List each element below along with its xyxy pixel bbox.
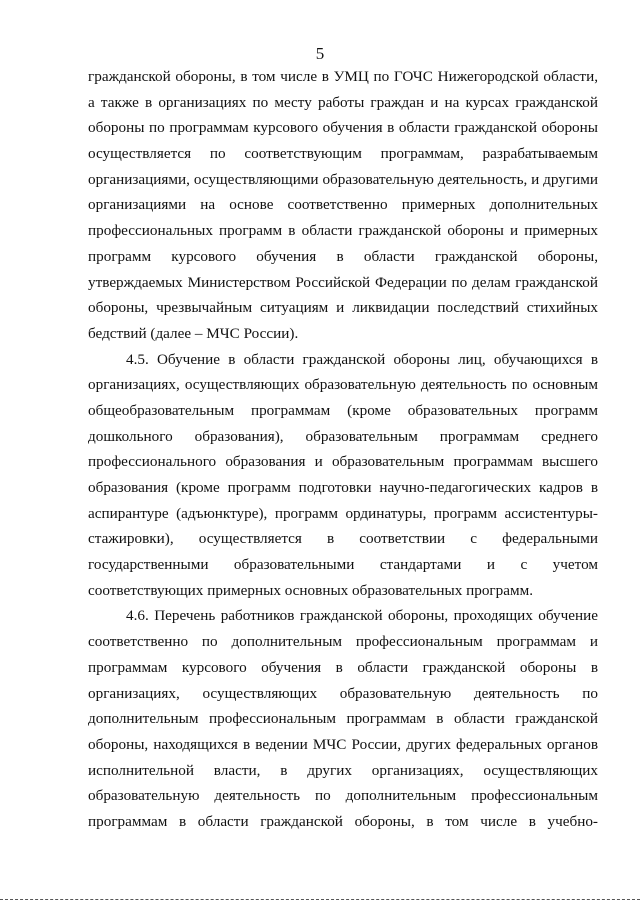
text-line: гражданской обороны, в том числе в УМЦ по ГОЧС Нижегородской области,	[88, 68, 598, 85]
text-line: образовательную деятельность по дополнительным профессиональным	[88, 787, 598, 805]
text-line: организациями, осуществляющими образовательную деятельность, и другими	[88, 170, 598, 188]
text-line: образования (кроме программ подготовки научно-педагогических кадров в	[88, 479, 598, 496]
text-line: а также в организациях по месту работы граждан и на курсах гражданской	[88, 93, 598, 111]
paragraph-clause-4-5	[88, 347, 598, 604]
text-line: организациях, осуществляющих образовательную деятельность по основным	[88, 376, 598, 394]
text-line: организациями на основе соответственно примерных дополнительных	[88, 196, 598, 214]
text-line: обороны по программам курсового обучения в области гражданской обороны	[88, 119, 598, 137]
text-line: 4.6. Перечень работников гражданской обороны, проходящих обучение	[126, 607, 598, 625]
text-line: общеобразовательным программам (кроме образовательных программ	[88, 401, 598, 419]
text-line: обороны, чрезвычайным ситуациям и ликвидации последствий стихийных	[88, 299, 598, 317]
text-line: стажировки), осуществляется в соответствии с федеральными	[88, 530, 598, 548]
paragraph-clause-4-6	[88, 603, 598, 834]
text-line: программ курсового обучения в области гражданской обороны,	[88, 247, 598, 265]
text-line: программам в области гражданской обороны, в том числе в учебно-	[88, 812, 598, 830]
text-line: профессиональных программ в области гражданской обороны и примерных	[88, 222, 598, 240]
text-line: утверждаемых Министерством Российской Федерации по делам гражданской	[88, 273, 598, 291]
text-line: аспирантуре (адъюнктуре), программ ординатуры, программ ассистентуры-	[88, 504, 598, 522]
text-line: исполнительной власти, в других организациях, осуществляющих	[88, 761, 598, 779]
scan-edge-divider	[0, 899, 640, 900]
text-line: соответствующих примерных основных образовательных программ.	[88, 581, 534, 599]
text-line: обороны, находящихся в ведении МЧС России, других федеральных органов	[88, 735, 598, 753]
text-line: осуществляется по соответствующим программам, разрабатываемым	[88, 145, 598, 163]
text-line: бедствий (далее – МЧС России).	[88, 324, 299, 342]
text-line: дополнительным профессиональным программам в области гражданской	[88, 710, 598, 728]
text-line: организациях, осуществляющих образовательную деятельность по	[88, 684, 598, 702]
page-number: 5	[315, 44, 325, 63]
paragraph-continuation	[88, 64, 598, 347]
text-line: профессионального образования и образовательным программам высшего	[88, 453, 598, 471]
text-line: дошкольного образования), образовательным программам среднего	[88, 427, 598, 445]
text-line: государственными образовательными стандартами и с учетом	[88, 556, 598, 574]
text-line: программам курсового обучения в области гражданской обороны в	[88, 658, 598, 676]
text-line: соответственно по дополнительным профессиональным программам и	[88, 633, 598, 651]
document-body	[88, 64, 598, 835]
text-line: 4.5. Обучение в области гражданской обороны лиц, обучающихся в	[126, 350, 598, 368]
